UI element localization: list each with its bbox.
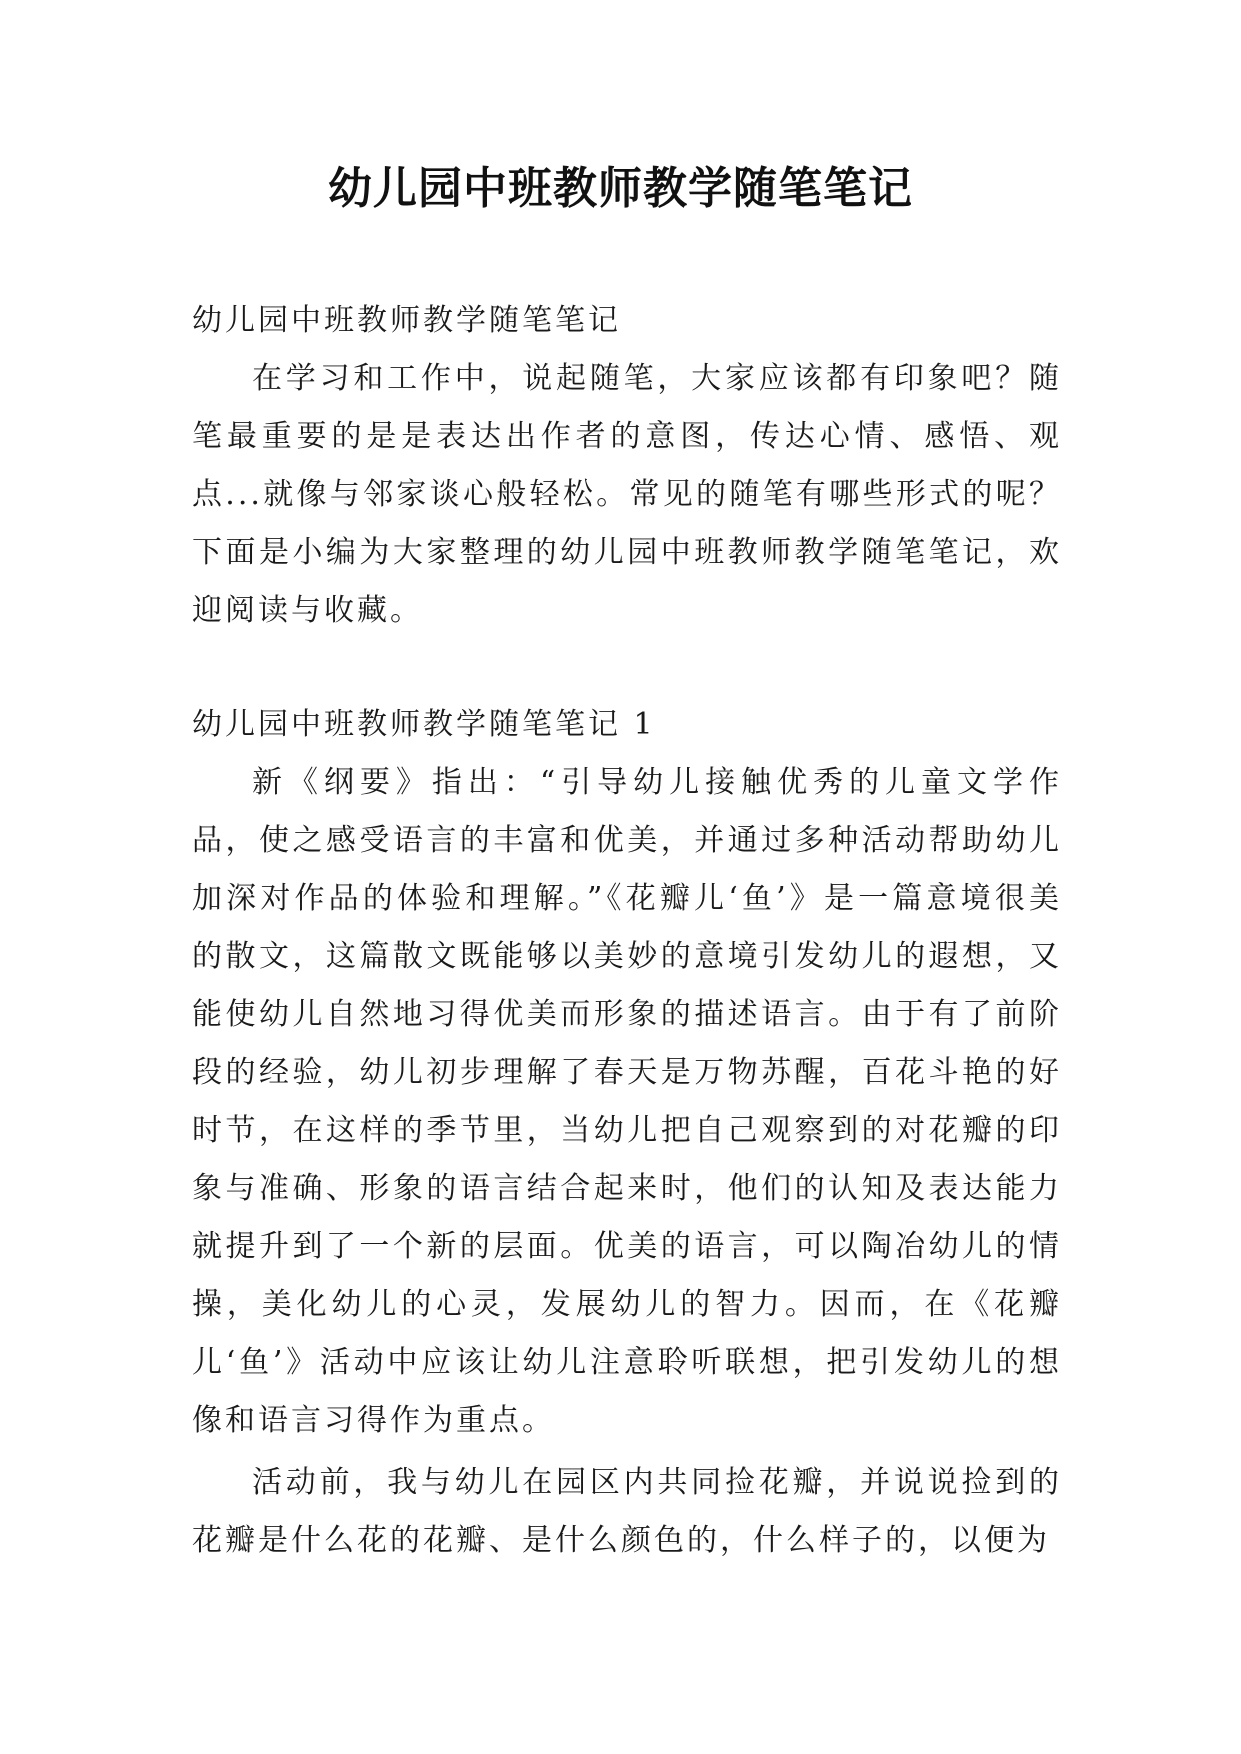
section-spacer bbox=[192, 640, 1062, 696]
intro-heading: 幼儿园中班教师教学随笔笔记 bbox=[192, 303, 621, 338]
document-title: 幼儿园中班教师教学随笔笔记 bbox=[328, 163, 913, 214]
section1-heading: 幼儿园中班教师教学随笔笔记 1 bbox=[192, 707, 656, 742]
section1-paragraph-2: 活动前，我与幼儿在园区内共同捡花瓣，并说说捡到的花瓣是什么花的花瓣、是什么颜色的，什么样子的，以便为 bbox=[192, 1465, 1062, 1558]
document-body bbox=[192, 292, 1062, 1570]
intro-paragraph: 在学习和工作中，说起随笔，大家应该都有印象吧？随笔最重要的是是表达出作者的意图，传达心情、感悟、观点...就像与邻家谈心般轻松。常见的随笔有哪些形式的呢？下面是小编为大家整理的幼儿园中班教师教学随笔笔记，欢迎阅读与收藏。 bbox=[192, 361, 1062, 628]
section1-paragraph-1: 新《纲要》指出：“引导幼儿接触优秀的儿童文学作品，使之感受语言的丰富和优美，并通过多种活动帮助幼儿加深对作品的体验和理解。”《花瓣儿‘鱼’》是一篇意境很美的散文，这篇散文既能够以美妙的意境引发幼儿的遐想，又能使幼儿自然地习得优美而形象的描述语言。由于有了前阶段的经验，幼儿初步理解了春天是万物苏醒，百花斗艳的好时节，在这样的季节里，当幼儿把自己观察到的对花瓣的印象与准确、形象的语言结合起来时，他们的认知及表达能力就提升到了一个新的层面。优美的语言，可以陶冶幼儿的情操，美化幼儿的心灵，发展幼儿的智力。因而，在《花瓣儿‘鱼’》活动中应该让幼儿注意聆听联想，把引发幼儿的想像和语言习得作为重点。 bbox=[192, 765, 1062, 1438]
